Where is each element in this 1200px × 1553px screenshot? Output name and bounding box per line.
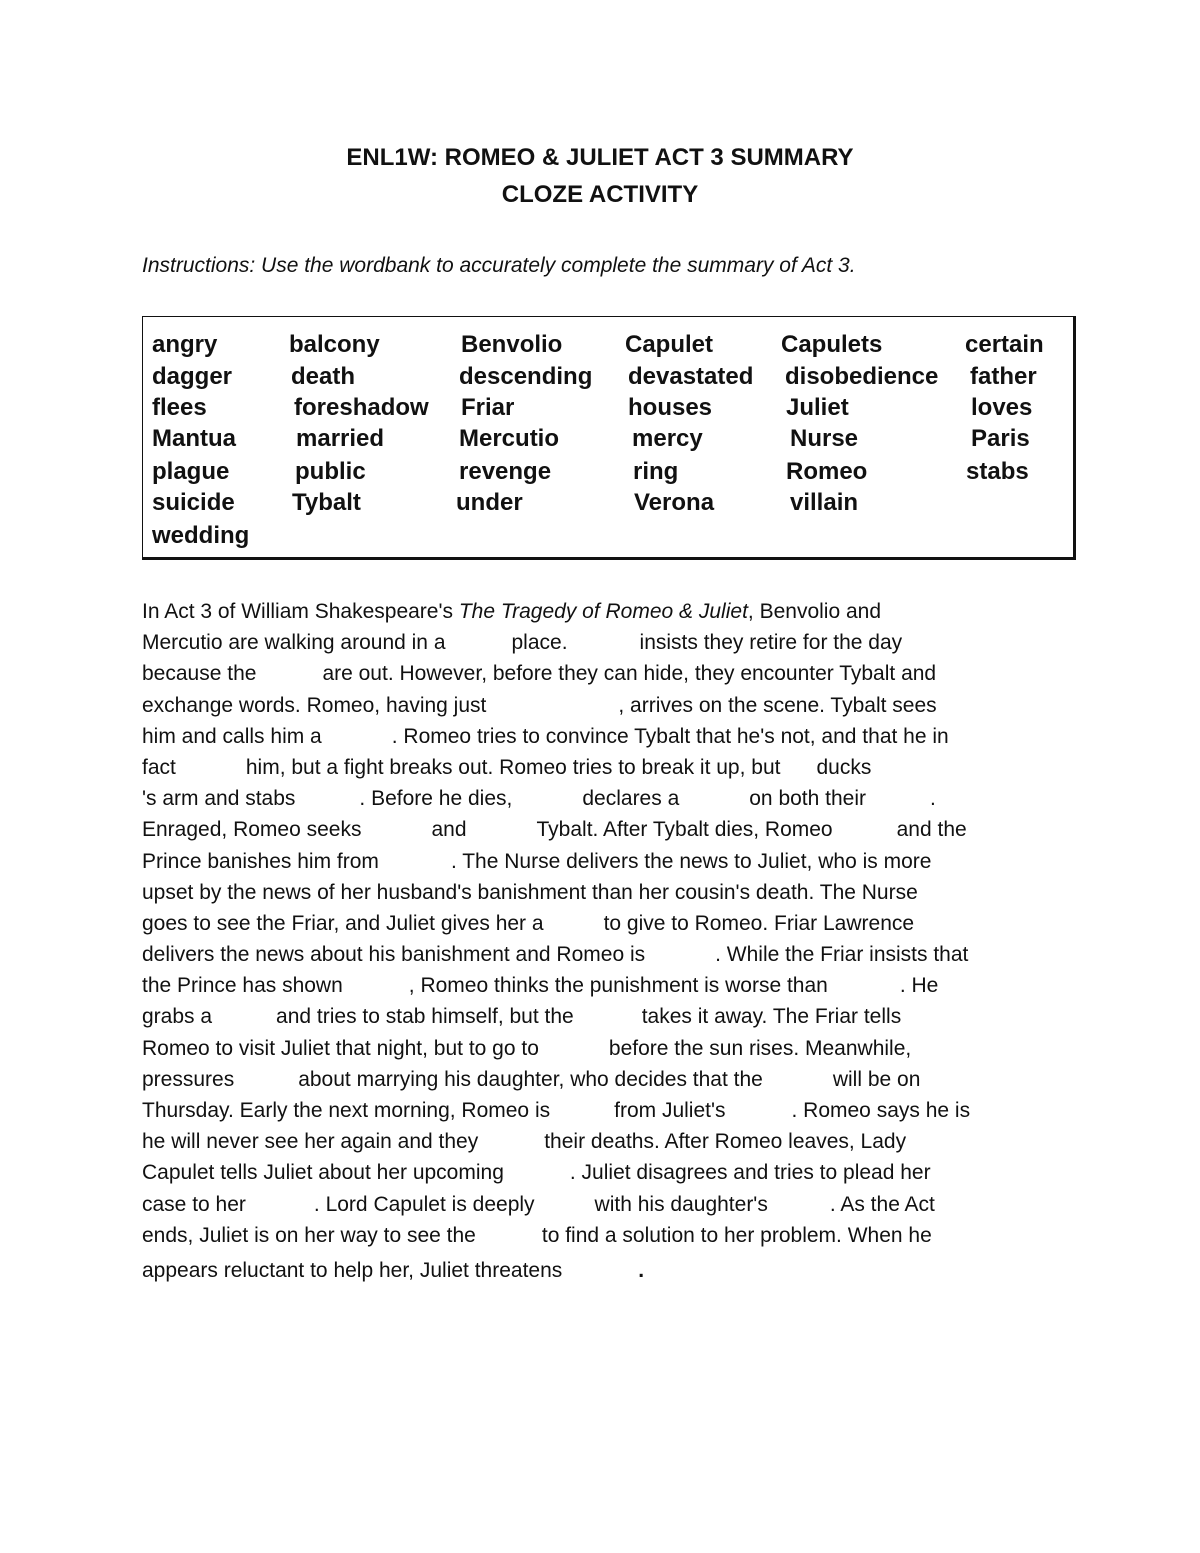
play-title: The Tragedy of Romeo & Juliet <box>458 600 748 623</box>
blank <box>539 1034 609 1055</box>
wordbank-word: flees <box>152 394 207 421</box>
wordbank-word: mercy <box>632 425 703 452</box>
summary-line: Capulet tells Juliet about her upcoming . Juliet disagrees and tries to plead her <box>142 1157 1072 1188</box>
wordbank-word: Verona <box>634 489 715 516</box>
summary-line: delivers the news about his banishment and Romeo is . While the Friar insists that <box>142 939 1072 970</box>
wordbank-word: houses <box>628 394 713 421</box>
blank <box>768 1190 830 1211</box>
blank <box>322 722 392 743</box>
wordbank-word: Capulet <box>625 331 714 358</box>
summary-line: the Prince has shown , Romeo thinks the punishment is worse than . He <box>142 970 1072 1001</box>
blank <box>535 1190 595 1211</box>
blank <box>679 784 749 805</box>
blank <box>256 659 322 680</box>
wordbank-word: loves <box>971 394 1033 421</box>
wordbank-word: Romeo <box>786 458 868 485</box>
summary-line: pressures about marrying his daughter, who decides that the will be on <box>142 1064 1072 1095</box>
blank <box>763 1065 833 1086</box>
blank <box>562 1256 638 1277</box>
wordbank-word: Mantua <box>152 425 236 452</box>
blank <box>343 971 409 992</box>
blank <box>568 628 640 649</box>
blank <box>504 1158 570 1179</box>
wordbank-word: certain <box>965 331 1044 358</box>
summary-line: goes to see the Friar, and Juliet gives her a to give to Romeo. Friar Lawrence <box>142 908 1072 939</box>
wordbank-word: foreshadow <box>294 394 429 421</box>
wordbank-word: father <box>970 363 1037 390</box>
blank <box>726 1096 792 1117</box>
wordbank-word: disobedience <box>785 363 939 390</box>
summary-line: case to her . Lord Capulet is deeply with his daughter's . As the Act <box>142 1189 1072 1220</box>
summary-line: Enraged, Romeo seeks and Tybalt. After Tybalt dies, Romeo and the <box>142 814 1072 845</box>
summary-line: 's arm and stabs . Before he dies, declares a on both their . <box>142 783 1072 814</box>
wordbank-word: dagger <box>152 363 233 390</box>
summary-line: Romeo to visit Juliet that night, but to go to before the sun rises. Meanwhile, <box>142 1033 1072 1064</box>
blank <box>780 753 816 774</box>
summary-paragraph <box>142 596 1072 1286</box>
summary-line: Prince banishes him from . The Nurse delivers the news to Juliet, who is more <box>142 846 1072 877</box>
wordbank-word: plague <box>152 458 230 485</box>
wordbank-word: revenge <box>459 458 552 485</box>
wordbank-word: married <box>296 425 385 452</box>
wordbank-word: public <box>295 458 366 485</box>
wordbank-word: Capulets <box>781 331 883 358</box>
blank <box>574 1002 642 1023</box>
wordbank-word: ring <box>633 458 679 485</box>
blank <box>512 784 582 805</box>
summary-line: In Act 3 of William Shakespeare's The Tragedy of Romeo & Juliet, Benvolio and <box>142 600 882 623</box>
summary-line: Mercutio are walking around in a place. insists they retire for the day <box>142 627 1072 658</box>
summary-line: him and calls him a . Romeo tries to convince Tybalt that he's not, and that he in <box>142 721 1072 752</box>
wordbank-word: Benvolio <box>461 331 563 358</box>
blank <box>550 1096 614 1117</box>
blank <box>544 909 604 930</box>
wordbank-word: devastated <box>628 363 754 390</box>
page-subtitle: CLOZE ACTIVITY <box>501 181 699 208</box>
wordbank-word: stabs <box>966 458 1029 485</box>
wordbank-word: death <box>291 363 356 390</box>
summary-line: ends, Juliet is on her way to see the to find a solution to her problem. When he <box>142 1220 1072 1251</box>
wordbank-word: suicide <box>152 489 235 516</box>
wordbank-word: wedding <box>152 522 250 549</box>
wordbank-word: under <box>456 489 523 516</box>
blank <box>379 847 451 868</box>
wordbank-word: balcony <box>289 331 380 358</box>
blank <box>234 1065 298 1086</box>
blank <box>212 1002 276 1023</box>
blank <box>486 691 618 712</box>
summary-line: he will never see her again and they their deaths. After Romeo leaves, Lady <box>142 1126 1072 1157</box>
summary-line: grabs a and tries to stab himself, but the takes it away. The Friar tells <box>142 1001 1072 1032</box>
blank <box>295 784 359 805</box>
wordbank-word: Mercutio <box>459 425 560 452</box>
summary-line: because the are out. However, before they can hide, they encounter Tybalt and <box>142 658 1072 689</box>
summary-line: Thursday. Early the next morning, Romeo is from Juliet's . Romeo says he is <box>142 1095 1072 1126</box>
blank <box>833 815 897 836</box>
blank <box>476 1221 542 1242</box>
wordbank-word: villain <box>790 489 859 516</box>
summary-line: fact him, but a fight breaks out. Romeo tries to break it up, but ducks <box>142 752 1072 783</box>
blank <box>361 815 431 836</box>
wordbank-word: angry <box>152 331 218 358</box>
blank <box>467 815 537 836</box>
wordbank-word: Paris <box>971 425 1030 452</box>
instructions: Instructions: Use the wordbank to accurately complete the summary of Act 3. <box>142 254 856 277</box>
wordbank-word: descending <box>459 363 593 390</box>
blank <box>176 753 246 774</box>
blank <box>645 940 715 961</box>
blank <box>866 784 930 805</box>
wordbank-word: Friar <box>461 394 515 421</box>
summary-line: exchange words. Romeo, having just , arrives on the scene. Tybalt sees <box>142 690 1072 721</box>
blank <box>246 1190 314 1211</box>
blank <box>478 1127 544 1148</box>
page-title: ENL1W: ROMEO & JULIET ACT 3 SUMMARY <box>346 144 854 171</box>
wordbank-word: Juliet <box>786 394 849 421</box>
wordbank-box <box>142 316 1076 560</box>
blank <box>446 628 512 649</box>
wordbank-word: Nurse <box>790 425 859 452</box>
summary-line: appears reluctant to help her, Juliet threatens . <box>142 1255 1072 1286</box>
summary-line: upset by the news of her husband's banishment than her cousin's death. The Nurse <box>142 880 918 904</box>
wordbank-word: Tybalt <box>292 489 361 516</box>
blank <box>828 971 900 992</box>
